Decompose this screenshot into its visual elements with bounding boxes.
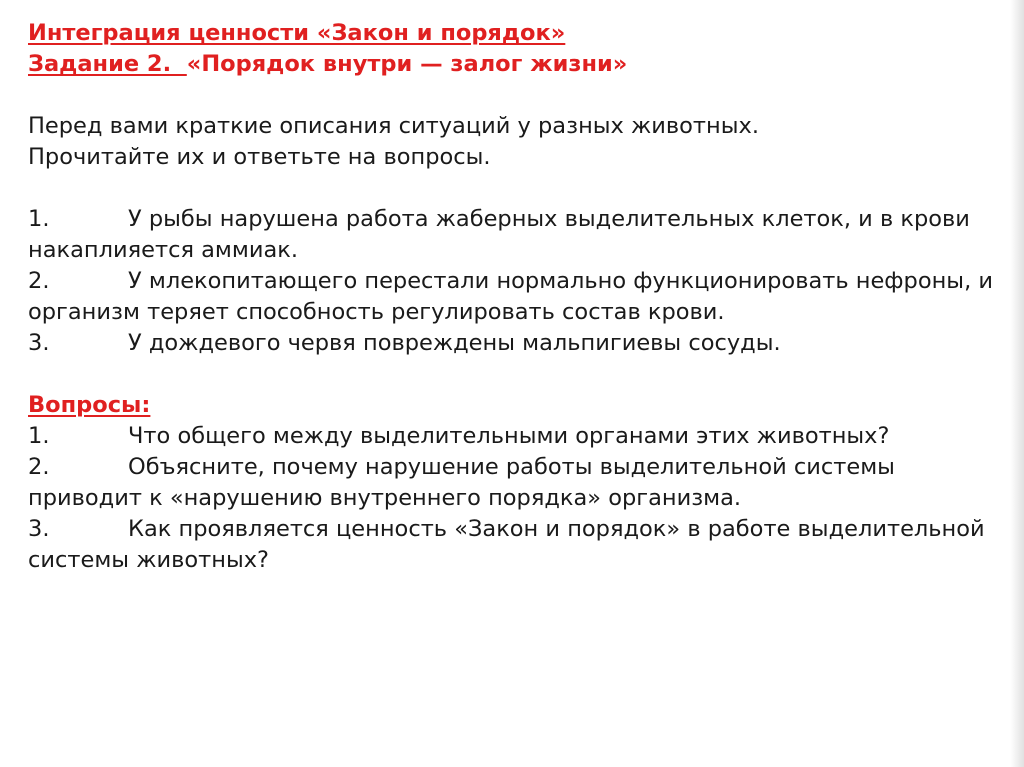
- task-number: Задание 2.: [28, 51, 187, 77]
- situation-item-2: [28, 266, 994, 328]
- spacer: [28, 80, 994, 111]
- spacer: [28, 359, 994, 390]
- task-name: «Порядок внутри — залог жизни»: [186, 51, 628, 77]
- questions-title: Вопросы:: [28, 392, 151, 418]
- question-number: 2.: [28, 454, 50, 480]
- question-item-2: [28, 452, 994, 514]
- question-item-1: [28, 421, 994, 452]
- situation-number: 3.: [28, 330, 50, 356]
- situation-text: У дождевого червя повреждены мальпигиевы сосуды.: [128, 330, 781, 356]
- intro-line-1: Перед вами краткие описания ситуаций у разных животных.: [28, 113, 759, 139]
- slide-edge-shadow: [1010, 0, 1024, 767]
- situation-item-3: [28, 328, 994, 359]
- question-item-3: [28, 514, 994, 576]
- task-title: [28, 49, 994, 80]
- situation-text: У млекопитающего перестали нормально функционировать нефроны, и организм теряет способность регулировать состав крови.: [28, 268, 993, 325]
- question-number: 3.: [28, 516, 50, 542]
- situation-item-1: [28, 204, 994, 266]
- situation-text: У рыбы нарушена работа жаберных выделительных клеток, и в крови накаплияется аммиак.: [28, 206, 970, 263]
- situation-number: 2.: [28, 268, 50, 294]
- question-text: Как проявляется ценность «Закон и порядок» в работе выделительной системы животных?: [28, 516, 985, 573]
- question-number: 1.: [28, 423, 50, 449]
- question-text: Что общего между выделительными органами этих животных?: [128, 423, 890, 449]
- spacer: [28, 173, 994, 204]
- question-text: Объясните, почему нарушение работы выделительной системы приводит к «нарушению внутреннего порядка» организма.: [28, 454, 895, 511]
- slide-title: Интеграция ценности «Закон и порядок»: [28, 20, 566, 46]
- intro-line-2: Прочитайте их и ответьте на вопросы.: [28, 144, 491, 170]
- slide-content: [28, 18, 994, 576]
- situation-number: 1.: [28, 206, 50, 232]
